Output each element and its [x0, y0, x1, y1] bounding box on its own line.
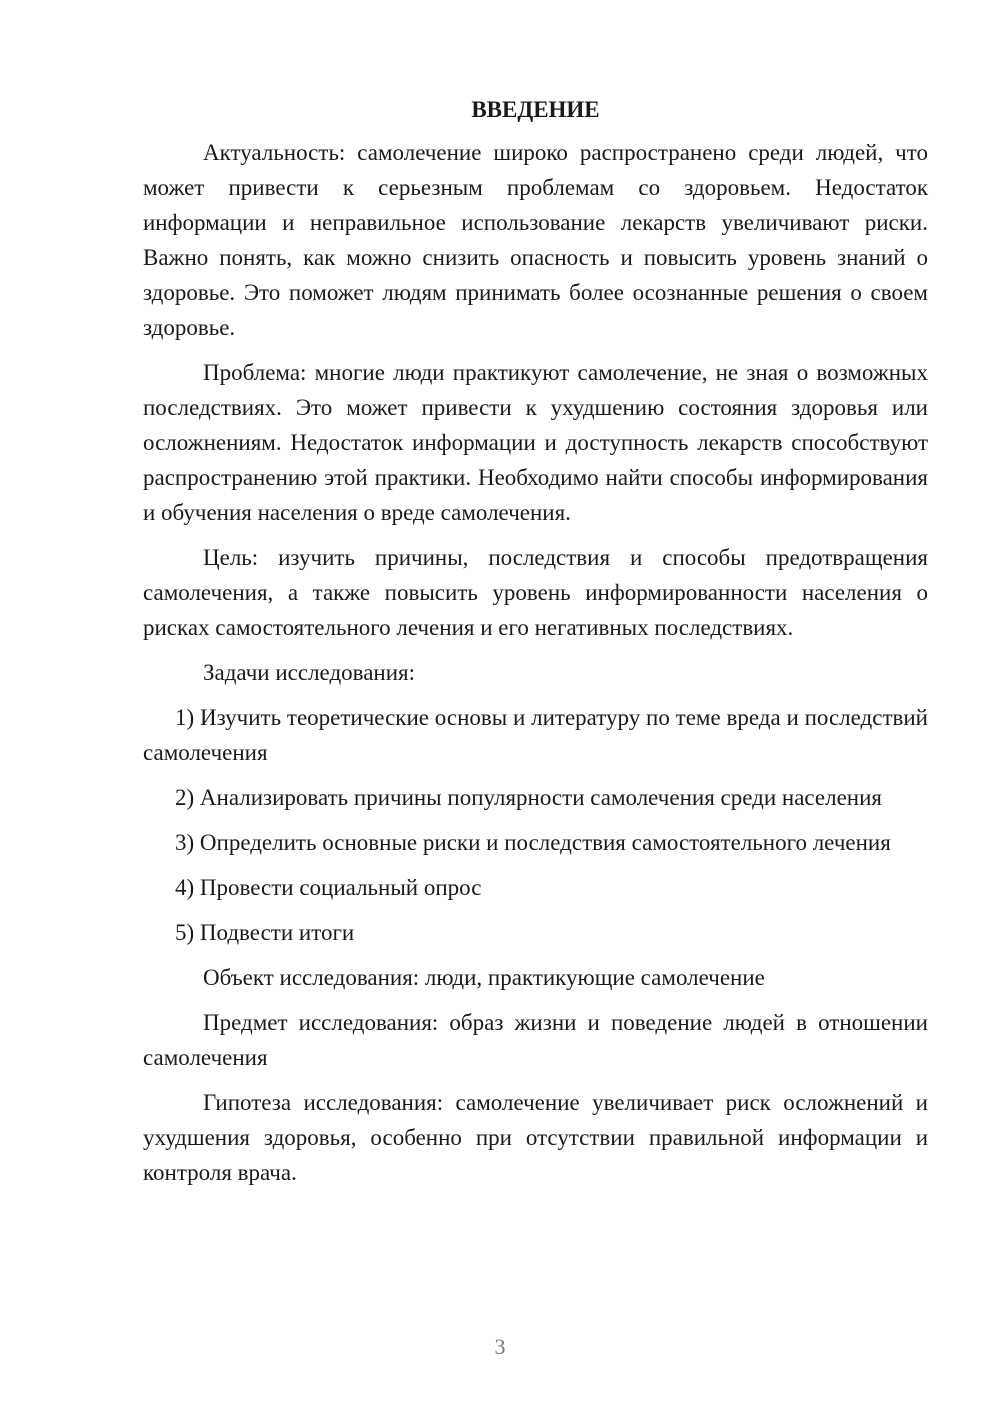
document-page — [143, 90, 928, 1200]
goal-paragraph: Цель: изучить причины, последствия и способы предотвращения самолечения, а также повысить уровень информированности населения о рисках самостоятельного лечения и его негативных последствиях. — [143, 545, 928, 640]
page-number: 3 — [494, 1334, 506, 1359]
task-item-2: 2) Анализировать причины популярности самолечения среди населения — [175, 785, 883, 810]
object-paragraph: Объект исследования: люди, практикующие самолечение — [203, 965, 765, 990]
hypothesis-paragraph: Гипотеза исследования: самолечение увеличивает риск осложнений и ухудшения здоровья, особенно при отсутствии правильной информации и контроля врача. — [143, 1090, 928, 1185]
task-item-4: 4) Провести социальный опрос — [175, 875, 482, 900]
task-item-3: 3) Определить основные риски и последствия самостоятельного лечения — [175, 830, 891, 855]
task-item-5: 5) Подвести итоги — [175, 920, 355, 945]
subject-paragraph: Предмет исследования: образ жизни и поведение людей в отношении самолечения — [143, 1010, 928, 1070]
tasks-heading: Задачи исследования: — [203, 660, 416, 685]
page-title: ВВЕДЕНИЕ — [471, 97, 600, 122]
task-item-1: 1) Изучить теоретические основы и литературу по теме вреда и последствий самолечения — [143, 705, 928, 765]
problem-paragraph: Проблема: многие люди практикуют самолечение, не зная о возможных последствиях. Это может привести к ухудшению состояния здоровья или осложнениям. Недостаток информации и доступность лекарств способствуют распространению этой практики. Необходимо найти способы информирования и обучения населения о вреде самолечения. — [143, 360, 928, 525]
relevance-paragraph: Актуальность: самолечение широко распространено среди людей, что может привести к серьезным проблемам со здоровьем. Недостаток информации и неправильное использование лекарств увеличивают риски. Важно понять, как можно снизить опасность и повысить уровень знаний о здоровье. Это поможет людям принимать более осознанные решения о своем здоровье. — [143, 140, 928, 340]
